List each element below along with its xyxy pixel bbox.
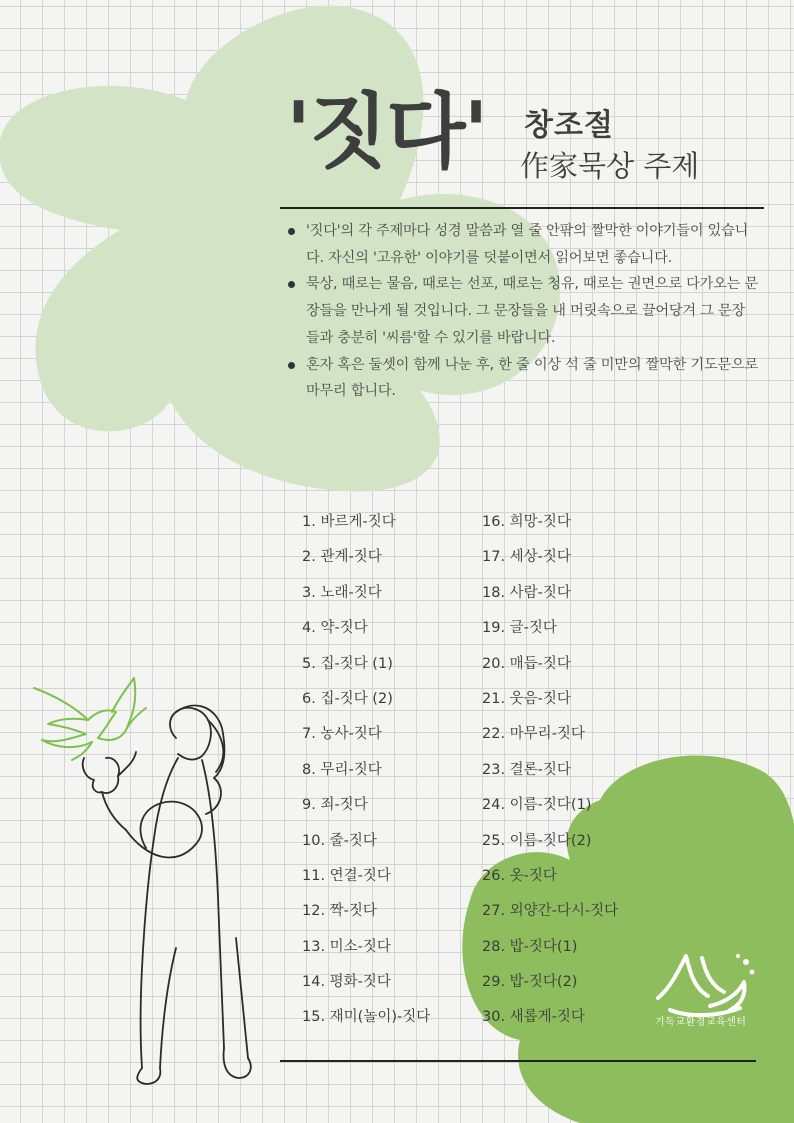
topic-item: 22. 마무리-짓다 xyxy=(482,726,585,743)
topic-item: 7. 농사-짓다 xyxy=(302,726,382,743)
topic-item: 11. 연결-짓다 xyxy=(302,867,391,884)
topic-item: 3. 노래-짓다 xyxy=(302,584,382,601)
topic-item: 8. 무리-짓다 xyxy=(302,761,382,778)
topic-item: 19. 글-짓다 xyxy=(482,620,557,637)
season-title: 창조절 xyxy=(524,108,614,143)
guidance-text: '짓다'의 각 주제마다 성경 말씀과 열 줄 안팎의 짤막한 이야기들이 있습니다. 자신의 '고유한' 이야기를 덧붙이면서 읽어보면 좋습니다. xyxy=(306,223,749,266)
bullet-icon xyxy=(288,281,295,288)
topic-item: 25. 이름-짓다(2) xyxy=(482,832,592,849)
topic-item: 24. 이름-짓다(1) xyxy=(482,797,592,814)
guidance-list xyxy=(286,218,758,405)
topic-item: 2. 관계-짓다 xyxy=(302,549,382,566)
guidance-item xyxy=(286,218,758,271)
topic-list-left xyxy=(302,509,430,1040)
topic-item: 27. 외양간-다시-짓다 xyxy=(482,903,619,920)
topic-item: 13. 미소-짓다 xyxy=(302,938,391,955)
topic-item: 6. 집-짓다 (2) xyxy=(302,690,393,707)
dove-icon xyxy=(34,678,146,760)
bullet-icon xyxy=(288,228,295,235)
topic-list-right xyxy=(482,509,618,1040)
topic-item: 14. 평화-짓다 xyxy=(302,974,391,991)
topic-item: 1. 바르게-짓다 xyxy=(302,514,396,530)
topic-item: 17. 세상-짓다 xyxy=(482,549,571,566)
title-block xyxy=(286,85,766,198)
guidance-text: 묵상, 때로는 물음, 때로는 선포, 때로는 청유, 때로는 권면으로 다가오는 문장들을 만나게 될 것입니다. 그 문장들을 내 머릿속으로 끌어당겨 그 문장들과 충분히 '씨름'할 수 있기를 바랍니다. xyxy=(306,276,758,346)
main-title: '짓다' xyxy=(286,85,487,180)
topic-item: 18. 사람-짓다 xyxy=(482,584,571,601)
guidance-item xyxy=(286,271,758,351)
topic-item: 15. 재미(놀이)-짓다 xyxy=(302,1009,431,1026)
guidance-text: 혼자 혹은 둘셋이 함께 나눈 후, 한 줄 이상 석 줄 미만의 짤막한 기도문으로 마무리 합니다. xyxy=(306,356,758,400)
topic-item: 26. 옷-짓다 xyxy=(482,867,557,884)
title-divider xyxy=(280,207,764,209)
topic-item: 20. 매듭-짓다 xyxy=(482,655,571,672)
topic-item: 29. 밥-짓다(2) xyxy=(482,974,578,991)
guidance-item xyxy=(286,352,758,405)
topic-item: 10. 줄-짓다 xyxy=(302,832,377,849)
person-with-dove-illustration xyxy=(26,668,286,1088)
topic-item: 28. 밥-짓다(1) xyxy=(482,938,578,955)
topic-item: 30. 새롭게-짓다 xyxy=(482,1009,585,1026)
organization-name: 기독교환경교육센터 xyxy=(655,1017,747,1028)
topic-item: 4. 약-짓다 xyxy=(302,620,368,637)
topic-item: 5. 집-짓다 (1) xyxy=(302,655,393,672)
topic-item: 16. 희망-짓다 xyxy=(482,514,571,530)
bullet-icon xyxy=(288,362,295,369)
topic-item: 23. 결론-짓다 xyxy=(482,761,571,778)
bottom-divider xyxy=(280,1060,756,1062)
subtitle: 作家묵상 주제 xyxy=(520,149,700,183)
topic-item: 21. 웃음-짓다 xyxy=(482,690,571,707)
topic-item: 9. 죄-짓다 xyxy=(302,797,368,814)
topic-item: 12. 짝-짓다 xyxy=(302,903,377,920)
